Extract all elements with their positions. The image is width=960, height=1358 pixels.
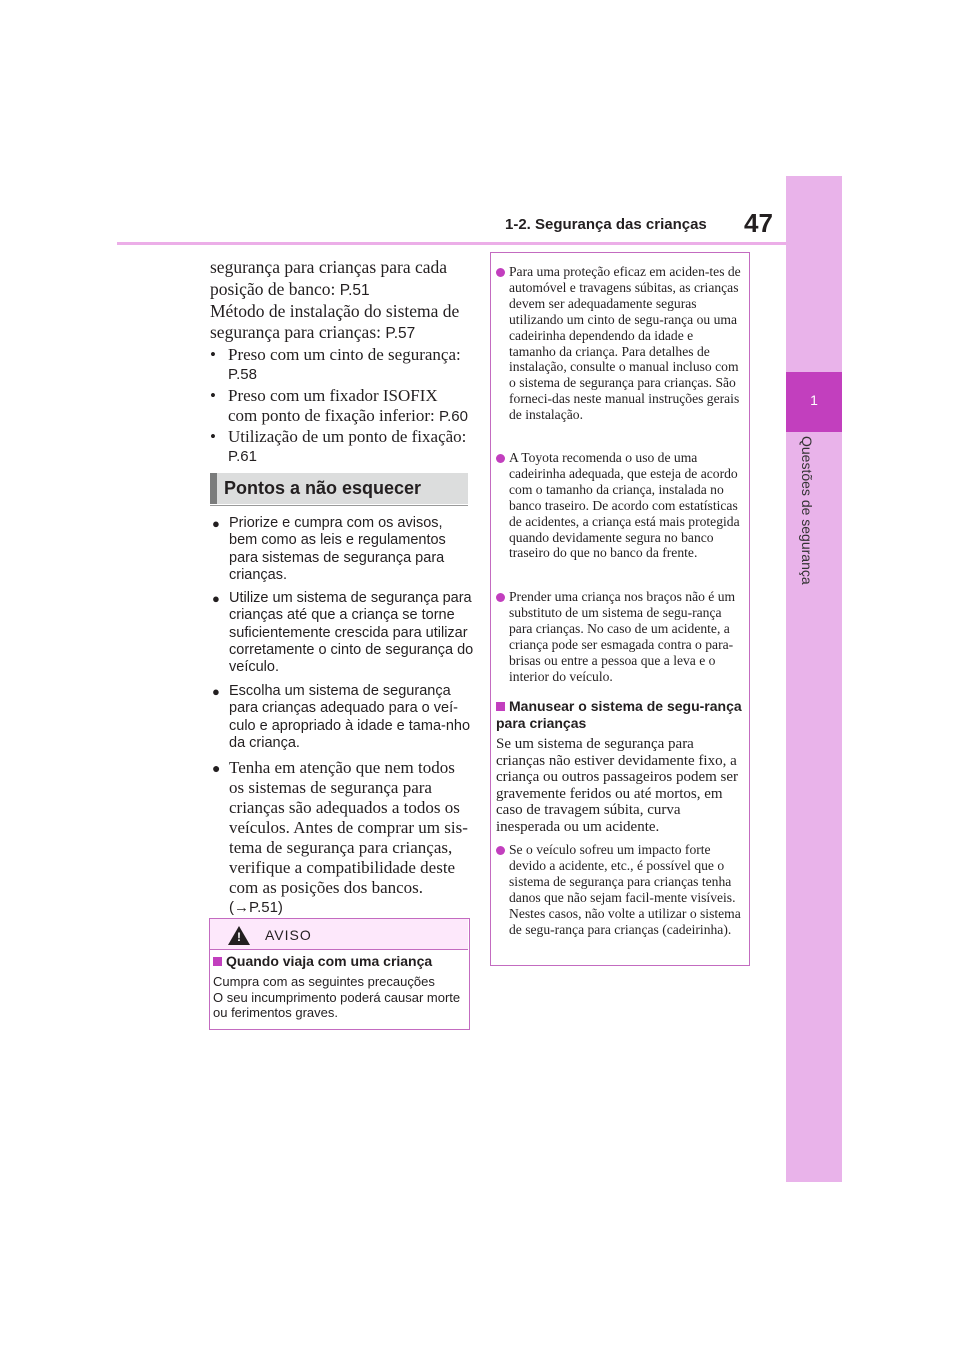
warning-body bbox=[213, 974, 465, 1021]
page-number: 47 bbox=[744, 208, 773, 238]
list-item bbox=[212, 515, 474, 584]
list-item bbox=[210, 427, 478, 467]
square-bullet bbox=[213, 957, 222, 966]
bullet-dot bbox=[496, 593, 505, 602]
list-item bbox=[210, 345, 478, 385]
list-item bbox=[496, 264, 742, 423]
list-item bbox=[496, 842, 742, 937]
divider bbox=[210, 505, 468, 506]
chapter-side-tab bbox=[786, 176, 842, 1182]
warning-heading-text: Quando viaja com uma criança bbox=[226, 953, 433, 969]
chapter-number: 1 bbox=[810, 392, 818, 408]
bullet-mark: • bbox=[210, 427, 216, 446]
page-ref: P.57 bbox=[385, 325, 416, 342]
pontos-heading: Pontos a não esquecer bbox=[224, 478, 422, 498]
list-item-text: Tenha em atenção que nem todos os sistemas de segurança para crianças são adequados a todos os veículos. Antes de comprar um sis-tema de segurança para crianças, verifique a compatibilidade deste com as posições dos bancos. bbox=[229, 758, 468, 897]
bullet-dot bbox=[496, 268, 505, 277]
paragraph: Se um sistema de segurança para crianças não estiver devidamente fixo, a criança ou outros passageiros podem ser gravemente feridos ou até mortos, em caso de travagem súbita, curva inesperada ou um acidente. bbox=[496, 736, 739, 835]
list-item bbox=[496, 589, 742, 684]
list-item bbox=[212, 683, 474, 752]
list-item-text: com ponto de fixação inferior: bbox=[228, 406, 440, 425]
warning-body-text: O seu incumprimento poderá causar morte ou ferimentos graves. bbox=[213, 989, 461, 1020]
list-item bbox=[212, 590, 474, 676]
intro-text: posição de banco: bbox=[210, 279, 340, 299]
list-item-text: A Toyota recomenda o uso de uma cadeirinha adequada, que esteja de acordo com o tamanho da criança, instalada no banco traseiro. De acordo com estatísticas de acidentes, a criança está mais protegida quando devidamente segura no banco traseiro do que no banco da frente. bbox=[509, 450, 740, 561]
list-item-text: Utilização de um ponto de fixação: bbox=[228, 427, 467, 446]
bullet-mark: ● bbox=[212, 591, 220, 606]
list-item-text: Para uma proteção eficaz em aciden-tes de automóvel e travagens súbitas, as crianças devem ser adequadamente seguras utilizando um cinto de segu-rança ou uma cadeirinha dependendo da idade e tamanho da criança. Para detalhes de instalação, consulte o manual incluso com o sistema de segurança para crianças. São forneci-das neste manual instruções gerais de instalação. bbox=[509, 264, 741, 423]
page-ref: (→P.51) bbox=[229, 899, 283, 916]
intro-text: segurança para crianças: bbox=[210, 322, 386, 342]
list-item bbox=[212, 758, 474, 918]
list-item-text: Preso com um fixador ISOFIX bbox=[228, 386, 438, 405]
bullet-mark: ● bbox=[212, 516, 220, 531]
warning-label: AVISO bbox=[265, 927, 312, 943]
bullet-mark: • bbox=[210, 345, 216, 364]
intro-line bbox=[210, 322, 415, 344]
subheading bbox=[496, 698, 742, 732]
header-rule bbox=[117, 242, 841, 245]
list-item-text: Utilize um sistema de segurança para crianças até que a criança se torne suficientemente crescida para utilizar corretamente o cinto de segurança do veículo. bbox=[229, 590, 474, 676]
warning-body-text: Cumpra com as seguintes precauções bbox=[213, 974, 435, 989]
subheading-text: Manusear o sistema de segu-rança para crianças bbox=[496, 698, 742, 731]
list-item-text: Prender uma criança nos braços não é um substituto de um sistema de segu-rança para crianças. No caso de um acidente, a criança pode ser esmagada contra o para-brisas ou entre a pessoa que a leva e o interior do veículo. bbox=[509, 589, 736, 684]
bullet-dot bbox=[496, 846, 505, 855]
list-item-text: Se o veículo sofreu um impacto forte devido a acidente, etc., é possível que o sistema de segurança para crianças tenha danos que não sejam facil-mente visíveis. Nestes casos, não volte a utilizar o sistema de segu-rança para crianças (cadeirinha). bbox=[509, 842, 741, 937]
warning-icon-mark: ! bbox=[237, 930, 241, 944]
chapter-title: Questões de segurança bbox=[799, 436, 815, 585]
list-item-text: Priorize e cumpra com os avisos, bem como as leis e regulamentos para sistemas de segurança para crianças. bbox=[229, 515, 446, 583]
bullet-mark: ● bbox=[212, 760, 221, 776]
square-bullet bbox=[496, 702, 505, 711]
list-item bbox=[210, 386, 478, 427]
list-item-text: Escolha um sistema de segurança para crianças adequado para o veí-culo e apropriado à idade e tama-nho da criança. bbox=[229, 683, 471, 751]
warning-heading bbox=[213, 953, 432, 969]
bullet-mark: ● bbox=[212, 684, 220, 699]
pontos-heading-bar bbox=[210, 473, 217, 504]
section-title: 1-2. Segurança das crianças bbox=[505, 216, 707, 233]
page-ref: P.61 bbox=[228, 448, 257, 465]
list-item-text-cont bbox=[228, 406, 478, 427]
page-ref: P.51 bbox=[339, 282, 370, 299]
page-ref: P.60 bbox=[439, 408, 468, 425]
intro-line bbox=[210, 279, 370, 301]
bullet-mark: • bbox=[210, 386, 216, 405]
page-ref: P.58 bbox=[228, 366, 257, 383]
intro-line: Método de instalação do sistema de bbox=[210, 301, 460, 321]
bullet-dot bbox=[496, 454, 505, 463]
list-item-text: Preso com um cinto de segurança: bbox=[228, 345, 461, 364]
list-item bbox=[496, 450, 742, 561]
intro-line: segurança para crianças para cada bbox=[210, 257, 448, 277]
